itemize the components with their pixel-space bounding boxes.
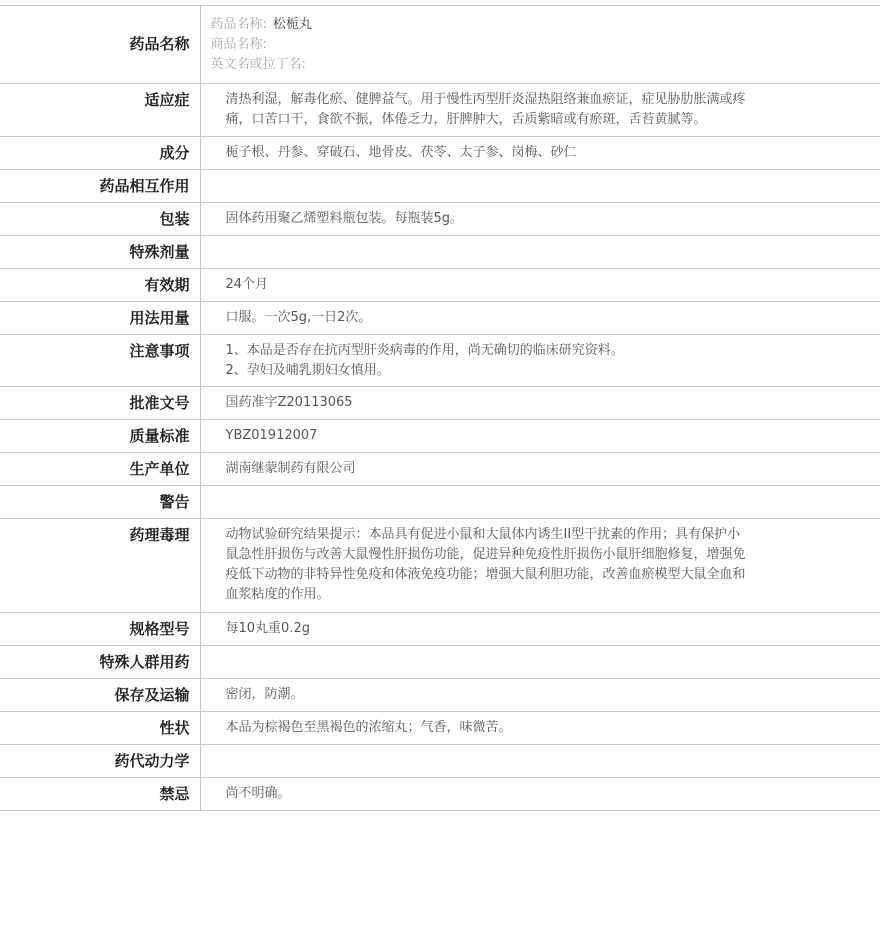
spec-row-drug-name (0, 6, 880, 84)
spec-label: 成分 (0, 137, 200, 170)
spec-value (200, 203, 880, 236)
spec-row (0, 712, 880, 745)
drug-names-cell (200, 6, 880, 84)
spec-value-line: 鼠急性肝损伤与改善大鼠慢性肝损伤功能，促进异种免疫性肝损伤小鼠肝细胞修复，增强免 (225, 547, 746, 562)
spec-row (0, 335, 880, 387)
spec-row (0, 778, 880, 811)
spec-value-line: 清热利湿，解毒化瘀、健脾益气。用于慢性丙型肝炎湿热阻络兼血瘀证，症见胁肋胀满或疼 (225, 92, 746, 107)
spec-row (0, 646, 880, 679)
spec-value (200, 679, 880, 712)
spec-value-line: 湖南继蒙制药有限公司 (225, 461, 356, 476)
spec-label: 保存及运输 (0, 679, 200, 712)
spec-value-line: 本品为棕褐色至黑褐色的浓缩丸；气香，味微苦。 (225, 720, 512, 735)
spec-value (200, 745, 880, 778)
spec-value-line: 口服。一次5g,一日2次。 (225, 310, 372, 325)
spec-value (200, 170, 880, 203)
spec-label: 生产单位 (0, 453, 200, 486)
spec-value-line: 密闭，防潮。 (225, 687, 304, 702)
spec-label: 用法用量 (0, 302, 200, 335)
trade-name-line (211, 35, 880, 55)
spec-row (0, 302, 880, 335)
spec-value-line: 国药准字Z20113065 (225, 395, 353, 410)
spec-value (200, 84, 880, 137)
spec-value-line: YBZ01912007 (225, 428, 318, 443)
spec-label: 适应症 (0, 84, 200, 137)
spec-label: 药品相互作用 (0, 170, 200, 203)
spec-row (0, 519, 880, 613)
spec-value (200, 519, 880, 613)
spec-row (0, 613, 880, 646)
spec-value (200, 302, 880, 335)
spec-row (0, 84, 880, 137)
spec-value (200, 778, 880, 811)
spec-value-line: 2、孕妇及哺乳期妇女慎用。 (225, 363, 390, 378)
spec-value (200, 453, 880, 486)
spec-label: 警告 (0, 486, 200, 519)
spec-label: 特殊剂量 (0, 236, 200, 269)
spec-value (200, 420, 880, 453)
spec-value-line: 固体药用聚乙烯塑料瓶包装。每瓶装5g。 (225, 211, 464, 226)
english-name-key: 英文名或拉丁名: (210, 57, 306, 72)
english-name-line (211, 55, 880, 75)
spec-value-line: 尚不明确。 (225, 786, 291, 801)
spec-label: 特殊人群用药 (0, 646, 200, 679)
spec-value (200, 269, 880, 302)
spec-label: 有效期 (0, 269, 200, 302)
generic-name-value: 松栀丸 (272, 17, 312, 32)
trade-name-key: 商品名称: (210, 37, 267, 52)
spec-value (200, 712, 880, 745)
spec-value-line: 24个月 (225, 277, 269, 292)
spec-row (0, 420, 880, 453)
spec-row (0, 453, 880, 486)
spec-label: 禁忌 (0, 778, 200, 811)
spec-value (200, 387, 880, 420)
spec-label: 规格型号 (0, 613, 200, 646)
spec-label: 注意事项 (0, 335, 200, 387)
spec-label: 药品名称 (0, 6, 200, 84)
spec-row (0, 269, 880, 302)
spec-value (200, 486, 880, 519)
spec-row (0, 387, 880, 420)
spec-row (0, 203, 880, 236)
spec-label: 包装 (0, 203, 200, 236)
spec-label: 性状 (0, 712, 200, 745)
spec-row (0, 679, 880, 712)
spec-row (0, 236, 880, 269)
spec-value (200, 613, 880, 646)
spec-value-line: 痛，口苦口干，食欲不振，体倦乏力，肝脾肿大，舌质紫暗或有瘀斑，舌苔黄腻等。 (225, 112, 707, 127)
spec-label: 药理毒理 (0, 519, 200, 613)
spec-row (0, 486, 880, 519)
drug-spec-table (0, 5, 880, 811)
spec-value (200, 646, 880, 679)
generic-name-key: 药品名称: (210, 17, 267, 32)
spec-row (0, 745, 880, 778)
spec-value (200, 137, 880, 170)
spec-value-line: 栀子根、丹参、穿破石、地骨皮、茯苓、太子参、岗梅、砂仁 (225, 145, 577, 160)
generic-name-line (211, 15, 880, 35)
spec-value-line: 动物试验研究结果提示：本品具有促进小鼠和大鼠体内诱生II型干扰素的作用；具有保护小 (225, 527, 741, 542)
spec-value (200, 335, 880, 387)
spec-value-line: 血浆粘度的作用。 (225, 587, 330, 602)
spec-value (200, 236, 880, 269)
spec-value-line: 1、本品是否存在抗丙型肝炎病毒的作用，尚无确切的临床研究资料。 (225, 343, 624, 358)
spec-value-line: 每10丸重0.2g (225, 621, 310, 636)
spec-label: 药代动力学 (0, 745, 200, 778)
spec-row (0, 170, 880, 203)
spec-label: 批准文号 (0, 387, 200, 420)
spec-row (0, 137, 880, 170)
spec-label: 质量标准 (0, 420, 200, 453)
spec-value-line: 疫低下动物的非特异性免疫和体液免疫功能；增强大鼠利胆功能，改善血瘀模型大鼠全血和 (225, 567, 746, 582)
